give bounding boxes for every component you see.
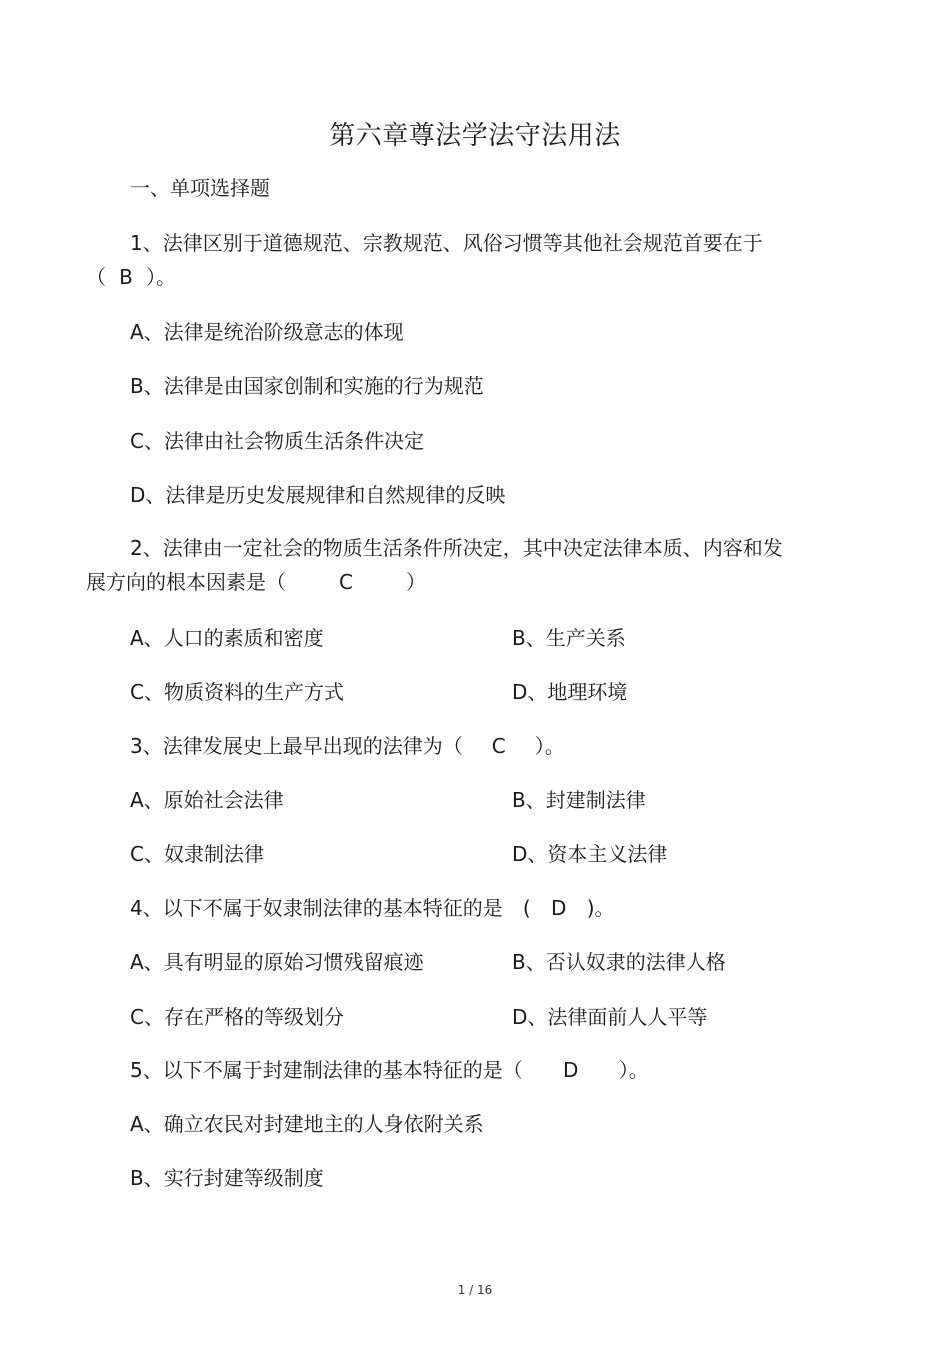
question-1-option-d: D、法律是历史发展规律和自然规律的反映 [130, 483, 506, 507]
question-1-blank: （ B ）。 [86, 261, 176, 293]
question-2-answer: C [339, 570, 353, 594]
question-5-option-a: A、确立农民对封建地主的人身依附关系 [130, 1112, 484, 1136]
question-2-text: 2、法律由一定社会的物质生活条件所决定，其中决定法律本质、内容和发 [130, 536, 783, 560]
question-1-answer: B [119, 265, 133, 289]
current-page: 1 [457, 1283, 466, 1297]
section-heading: 一、单项选择题 [130, 176, 270, 200]
page-number [0, 1280, 950, 1300]
question-3-option-d: D、资本主义法律 [512, 842, 668, 866]
question-2-option-a: A、人口的素质和密度 [130, 626, 324, 650]
question-2-option-d: D、地理环境 [512, 680, 628, 704]
question-3-option-b: B、封建制法律 [512, 788, 646, 812]
page-separator: / [469, 1283, 474, 1297]
question-5-text: 5、以下不属于封建制法律的基本特征的是（ D ）。 [130, 1054, 649, 1086]
question-3-answer: C [491, 734, 506, 758]
question-1-text: 1、法律区别于道德规范、宗教规范、风俗习惯等其他社会规范首要在于 [130, 231, 763, 255]
question-1-option-b: B、法律是由国家创制和实施的行为规范 [130, 374, 484, 398]
question-5-answer: D [563, 1058, 579, 1082]
total-pages: 16 [477, 1283, 493, 1297]
question-4-option-a: A、具有明显的原始习惯残留痕迹 [130, 950, 424, 974]
question-2-blank: 展方向的根本因素是（ C ） [86, 566, 426, 598]
question-4-option-d: D、法律面前人人平等 [512, 1005, 708, 1029]
question-3-text: 3、法律发展史上最早出现的法律为（ C ）。 [130, 730, 565, 762]
question-4-option-b: B、否认奴隶的法律人格 [512, 950, 726, 974]
question-3-option-a: A、原始社会法律 [130, 788, 284, 812]
question-1-option-a: A、法律是统治阶级意志的体现 [130, 320, 404, 344]
question-4-option-c: C、存在严格的等级划分 [130, 1005, 344, 1029]
chapter-title: 第六章尊法学法守法用法 [329, 121, 621, 151]
question-3-option-c: C、奴隶制法律 [130, 842, 264, 866]
question-5-option-b: B、实行封建等级制度 [130, 1166, 324, 1190]
question-4-answer: D [551, 896, 567, 920]
question-4-text: 4、以下不属于奴隶制法律的基本特征的是 ( D )。 [130, 892, 615, 924]
question-1-option-c: C、法律由社会物质生活条件决定 [130, 429, 424, 453]
question-2-option-c: C、物质资料的生产方式 [130, 680, 344, 704]
question-2-option-b: B、生产关系 [512, 626, 626, 650]
